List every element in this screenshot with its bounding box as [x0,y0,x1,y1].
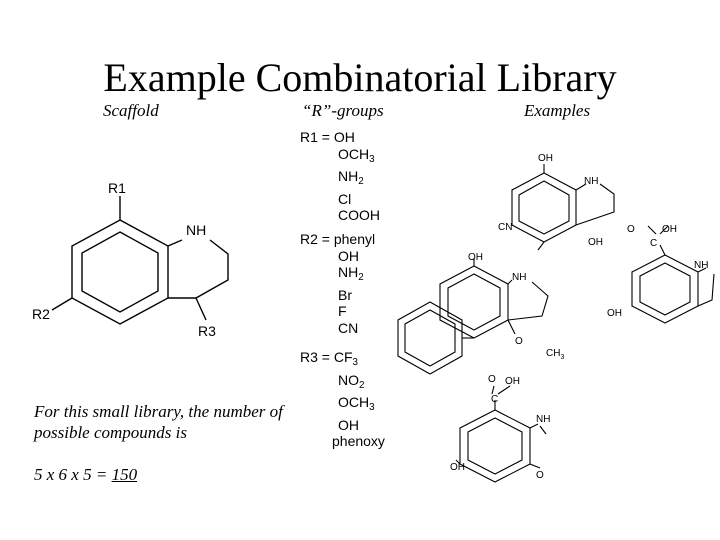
r2-item: F [338,303,347,320]
example-4-structure [456,386,546,482]
ex4-oh-bottom-label: OH [450,462,465,473]
example-2-structure [632,226,714,323]
ex4-oh-label: OH [505,376,520,387]
ex4-nh-label: NH [536,414,551,425]
library-note: For this small library, the number of possible compounds is [34,402,283,442]
r1-item: COOH [338,207,380,224]
r1-group-list [300,129,380,224]
scaffold-r2-label: R2 [32,306,50,322]
ex2-o-label: O [627,224,635,235]
scaffold-nh-label: NH [186,222,207,238]
calculation [34,465,137,485]
ex2-oh-bottom-label: OH [607,308,622,319]
scaffold-header: Scaffold [103,101,159,120]
r2-item: $NH_2$ [338,264,364,284]
ex2-oh-mid-label: OH [588,237,603,248]
ex4-c-label: C [491,394,499,405]
r3-item: OH [338,416,359,433]
r1-item: Cl [338,190,352,207]
calc-result: 150 [111,465,138,484]
ex1-oh-label: OH [538,153,553,164]
r3-item: phenoxy [332,433,385,450]
ex4-o-label: O [488,374,496,385]
page-title: Example Combinatorial Library [103,55,617,100]
ex3-o-label: O [515,336,523,347]
r3-group-list [300,349,385,450]
r2-group-list [300,231,375,337]
r3-head: $R3 = CF_3$ [300,349,358,368]
ex1-nh-label: NH [584,176,599,187]
ex3-nh-label: NH [512,272,527,283]
ex2-nh-label: NH [694,260,709,271]
ex3-oh-label: OH [468,252,483,263]
r3-item: $NO_2$ [338,371,365,391]
calc-expression: 5 x 6 x 5 = [34,465,112,484]
r3-item: $OCH_3$ [338,394,375,414]
r2-item: CN [338,319,359,336]
r2-item: OH [338,247,359,264]
scaffold-structure [52,196,228,324]
r2-item: Br [338,286,352,303]
r1-item: $NH_2$ [338,168,364,188]
ex1-cn-label: CN [498,222,513,233]
ex2-c-label: C [650,238,658,249]
scaffold-r1-label: R1 [108,180,126,196]
r1-head: R1 = OH [300,129,355,145]
ex4-o-bottom-label: O [536,470,544,481]
scaffold-r3-label: R3 [198,323,216,339]
ex3-ch3-label: $CH_3$ [546,348,565,361]
r2-head: R2 = phenyl [300,231,376,247]
ex2-oh-label: OH [662,224,677,235]
rgroups-header: “R”-groups [302,101,384,120]
examples-header: Examples [524,101,591,120]
r1-item: $OCH_3$ [338,145,375,165]
